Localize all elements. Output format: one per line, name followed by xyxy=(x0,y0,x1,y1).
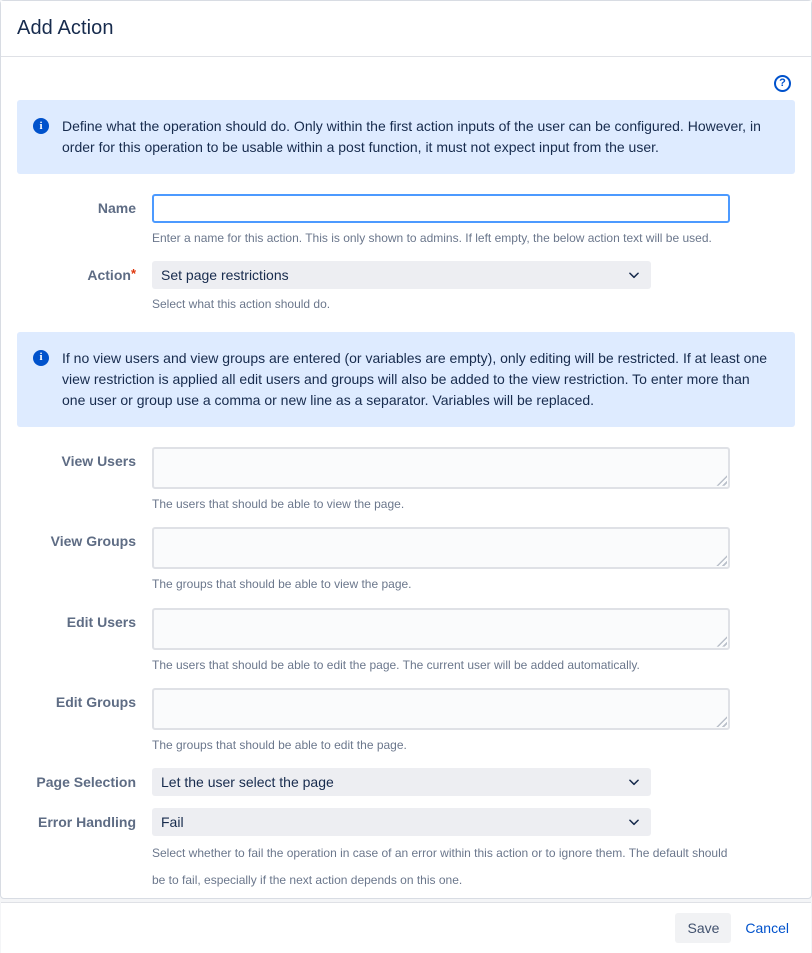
edit-groups-textarea[interactable] xyxy=(154,690,728,728)
action-description: Select what this action should do. xyxy=(152,297,331,312)
dialog-body xyxy=(1,57,811,902)
name-input[interactable] xyxy=(152,194,730,223)
action-field-row xyxy=(17,261,795,327)
name-label: Name xyxy=(97,200,136,216)
view-groups-field-main xyxy=(152,527,795,607)
view-groups-field-row xyxy=(17,527,795,607)
error-handling-description: Select whether to fail the operation in case of an error within this action or to ignore them. The default should be to fail, especially if the next action depends on this one. xyxy=(152,846,728,888)
view-groups-textarea-box xyxy=(152,527,730,569)
name-description: Enter a name for this action. This is only shown to admins. If left empty, the below action text will be used. xyxy=(152,231,712,245)
action-select-value: Set page restrictions xyxy=(161,267,289,284)
page-selection-field-main xyxy=(152,768,795,796)
info-icon: i xyxy=(33,118,49,134)
view-users-description: The users that should be able to view the page. xyxy=(152,496,405,511)
required-asterisk: * xyxy=(130,266,136,282)
save-button[interactable]: Save xyxy=(675,913,731,943)
info-banner-text: Define what the operation should do. Only within the first action inputs of the user can be configured. However, in order for this operation to be usable within a post function, it must not expect input from the user. xyxy=(62,118,761,155)
edit-groups-field-row xyxy=(17,688,795,768)
info-icon: i xyxy=(33,350,49,366)
view-groups-label: View Groups xyxy=(50,533,136,550)
error-handling-field-row xyxy=(17,808,795,902)
chevron-down-icon xyxy=(627,775,641,789)
view-users-textarea[interactable] xyxy=(154,449,728,487)
view-users-label: View Users xyxy=(61,452,136,469)
name-field-row xyxy=(17,194,795,261)
edit-groups-textarea-box xyxy=(152,688,730,730)
page-selection-label: Page Selection xyxy=(36,774,136,791)
view-users-textarea-box xyxy=(152,447,730,489)
info-banner-text: If no view users and view groups are entered (or variables are empty), only editing will be restricted. If at least one view restriction is applied all edit users and groups will also be added to the view restriction. To enter more than one user or group use a comma or new line as a separator. Variables will be replaced. xyxy=(62,349,768,408)
dialog-footer xyxy=(1,902,811,953)
info-banner-restrictions xyxy=(17,332,795,427)
edit-groups-field-main xyxy=(152,688,795,768)
view-groups-textarea[interactable] xyxy=(154,529,728,567)
edit-users-textarea[interactable] xyxy=(154,610,728,648)
edit-users-textarea-box xyxy=(152,608,730,650)
view-users-field-main xyxy=(152,447,795,527)
error-handling-label: Error Handling xyxy=(37,814,136,831)
edit-users-label: Edit Users xyxy=(66,613,136,630)
view-users-field-row xyxy=(17,447,795,527)
cancel-button[interactable]: Cancel xyxy=(745,920,789,937)
page-selection-field-row xyxy=(17,768,795,796)
action-label: Action* xyxy=(87,266,136,284)
page-selection-select[interactable] xyxy=(152,768,651,796)
help-icon[interactable]: ? xyxy=(774,75,791,92)
page-selection-select-value: Let the user select the page xyxy=(161,774,334,791)
error-handling-field-main xyxy=(152,808,795,902)
chevron-down-icon xyxy=(627,815,641,829)
view-groups-description: The groups that should be able to view the page. xyxy=(152,577,412,592)
edit-users-field-row xyxy=(17,608,795,688)
info-banner-operation xyxy=(17,100,795,174)
error-handling-select-value: Fail xyxy=(161,814,184,831)
chevron-down-icon xyxy=(627,268,641,282)
edit-users-field-main xyxy=(152,608,795,688)
name-field-main xyxy=(152,194,795,261)
dialog-header xyxy=(1,1,811,57)
action-select[interactable] xyxy=(152,261,651,289)
edit-groups-description: The groups that should be able to edit the page. xyxy=(152,737,407,752)
error-handling-select[interactable] xyxy=(152,808,651,836)
edit-users-description: The users that should be able to edit the page. The current user will be added automatically. xyxy=(152,657,640,672)
help-row xyxy=(17,65,795,96)
action-field-main xyxy=(152,261,795,327)
edit-groups-label: Edit Groups xyxy=(55,693,136,710)
dialog-title: Add Action xyxy=(17,17,114,39)
